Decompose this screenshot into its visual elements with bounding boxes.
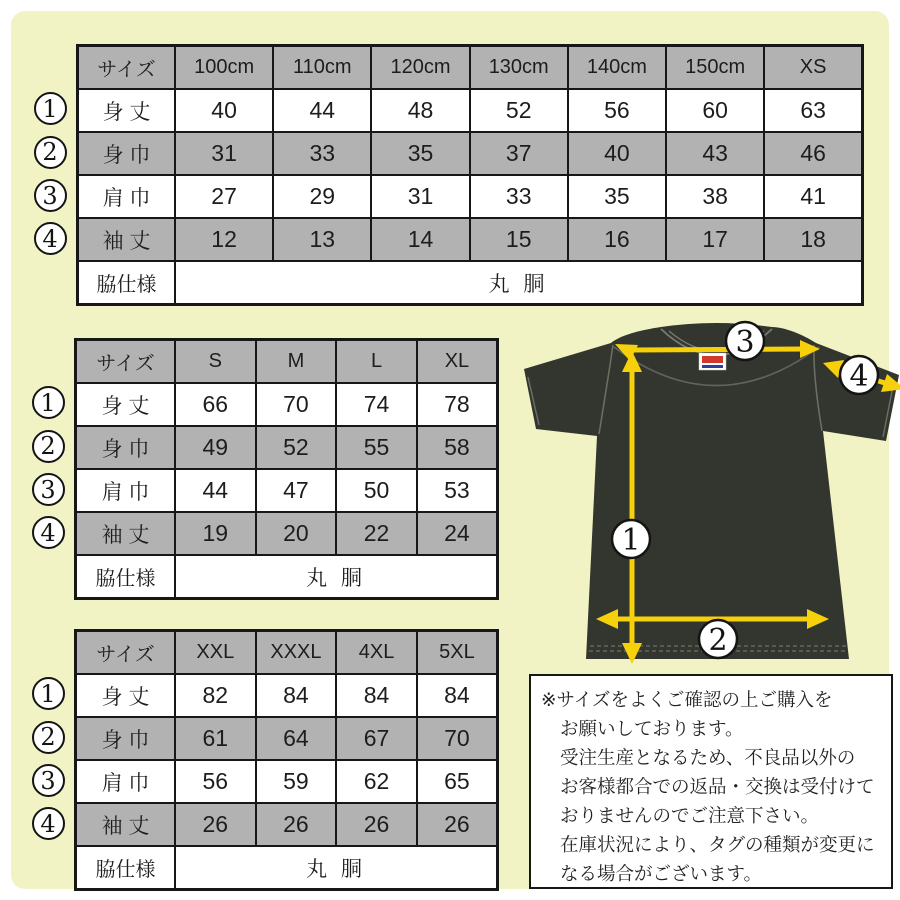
size-value-cell: 40 bbox=[568, 132, 666, 175]
size-value-cell: 26 bbox=[175, 803, 256, 846]
size-value-cell: 38 bbox=[666, 175, 764, 218]
row-label: 身 丈 bbox=[78, 89, 176, 132]
marker-slot bbox=[22, 381, 74, 424]
size-header-label: サイズ bbox=[76, 340, 176, 384]
size-value-cell: 14 bbox=[371, 218, 469, 261]
size-value-cell: 27 bbox=[175, 175, 273, 218]
size-value-cell: 53 bbox=[417, 469, 498, 512]
size-value-cell: 26 bbox=[336, 803, 417, 846]
table-row-2 bbox=[76, 426, 498, 469]
note-line: なる場合がございます。 bbox=[560, 863, 763, 884]
size-header-5XL: 5XL bbox=[417, 631, 498, 675]
size-value-cell: 24 bbox=[417, 512, 498, 555]
row-label: 袖 丈 bbox=[78, 218, 176, 261]
note-line: 受注生産となるため、不良品以外の bbox=[560, 747, 856, 768]
footer-label: 脇仕様 bbox=[76, 846, 176, 890]
size-header-label: サイズ bbox=[78, 46, 176, 90]
size-value-cell: 49 bbox=[175, 426, 256, 469]
note-line: お願いしております。 bbox=[560, 718, 744, 739]
size-table-group-kids bbox=[24, 44, 864, 306]
table-footer-row bbox=[76, 555, 498, 599]
row-label: 身 丈 bbox=[76, 674, 176, 717]
marker-slot bbox=[22, 468, 74, 511]
svg-text:2: 2 bbox=[708, 623, 728, 658]
table-row-4 bbox=[76, 512, 498, 555]
row-label: 身 巾 bbox=[78, 132, 176, 175]
size-value-cell: 70 bbox=[417, 717, 498, 760]
table-footer-row bbox=[78, 261, 863, 305]
note-line: ※サイズをよくご確認の上ご購入を bbox=[541, 689, 833, 710]
marker-slot bbox=[24, 174, 76, 217]
size-header-XXL: XXL bbox=[175, 631, 256, 675]
marker-slot bbox=[22, 555, 74, 598]
footer-value: 丸 胴 bbox=[175, 261, 863, 305]
marker-3-icon bbox=[726, 322, 764, 360]
size-table-group-s-xl bbox=[22, 338, 499, 600]
size-value-cell: 56 bbox=[568, 89, 666, 132]
marker-slot bbox=[24, 261, 76, 304]
size-value-cell: 55 bbox=[336, 426, 417, 469]
row-label: 袖 丈 bbox=[76, 803, 176, 846]
size-value-cell: 46 bbox=[764, 132, 862, 175]
size-value-cell: 33 bbox=[470, 175, 568, 218]
table-row-3 bbox=[76, 760, 498, 803]
footer-value: 丸 胴 bbox=[175, 555, 498, 599]
size-value-cell: 67 bbox=[336, 717, 417, 760]
size-value-cell: 18 bbox=[764, 218, 862, 261]
table-row-3 bbox=[78, 175, 863, 218]
svg-text:3: 3 bbox=[735, 325, 755, 360]
marker-slot bbox=[24, 87, 76, 130]
size-header-XXXL: XXXL bbox=[256, 631, 337, 675]
row-marker-4-icon: 4 bbox=[34, 222, 67, 255]
size-value-cell: 20 bbox=[256, 512, 337, 555]
marker-slot bbox=[22, 716, 74, 759]
row-marker-2-icon: 2 bbox=[34, 136, 67, 169]
size-header-S: S bbox=[175, 340, 256, 384]
brand-tag bbox=[699, 353, 726, 370]
marker-slot bbox=[24, 217, 76, 260]
marker-4-icon bbox=[840, 356, 878, 394]
size-header-XS: XS bbox=[764, 46, 862, 90]
marker-slot bbox=[22, 802, 74, 845]
size-table-xxl-5xl bbox=[74, 629, 499, 891]
row-marker-3-icon: 3 bbox=[32, 473, 65, 506]
marker-slot bbox=[24, 44, 76, 87]
size-header-100cm: 100cm bbox=[175, 46, 273, 90]
note-line: 在庫状況により、タグの種類が変更に bbox=[560, 834, 875, 855]
size-value-cell: 78 bbox=[417, 383, 498, 426]
size-value-cell: 66 bbox=[175, 383, 256, 426]
size-header-4XL: 4XL bbox=[336, 631, 417, 675]
size-value-cell: 29 bbox=[273, 175, 371, 218]
marker-slot bbox=[22, 846, 74, 889]
svg-text:4: 4 bbox=[849, 359, 869, 394]
row-markers bbox=[22, 629, 74, 889]
size-value-cell: 31 bbox=[175, 132, 273, 175]
size-value-cell: 65 bbox=[417, 760, 498, 803]
row-marker-1-icon: 1 bbox=[34, 92, 67, 125]
marker-1-icon bbox=[612, 520, 650, 558]
marker-slot bbox=[22, 672, 74, 715]
size-value-cell: 44 bbox=[175, 469, 256, 512]
size-value-cell: 44 bbox=[273, 89, 371, 132]
marker-slot bbox=[22, 759, 74, 802]
row-marker-4-icon: 4 bbox=[32, 516, 65, 549]
size-value-cell: 22 bbox=[336, 512, 417, 555]
purchase-notes-box bbox=[529, 674, 893, 889]
table-row-3 bbox=[76, 469, 498, 512]
marker-2-icon bbox=[699, 620, 737, 658]
svg-text:1: 1 bbox=[621, 523, 641, 558]
size-header-L: L bbox=[336, 340, 417, 384]
footer-label: 脇仕様 bbox=[76, 555, 176, 599]
size-header-M: M bbox=[256, 340, 337, 384]
size-value-cell: 47 bbox=[256, 469, 337, 512]
footer-value: 丸 胴 bbox=[175, 846, 498, 890]
row-label: 身 巾 bbox=[76, 717, 176, 760]
size-header-label: サイズ bbox=[76, 631, 176, 675]
size-value-cell: 84 bbox=[336, 674, 417, 717]
tshirt-illustration bbox=[514, 319, 900, 667]
row-marker-3-icon: 3 bbox=[32, 764, 65, 797]
size-value-cell: 52 bbox=[470, 89, 568, 132]
table-row-1 bbox=[78, 89, 863, 132]
size-value-cell: 41 bbox=[764, 175, 862, 218]
size-value-cell: 62 bbox=[336, 760, 417, 803]
size-value-cell: 17 bbox=[666, 218, 764, 261]
marker-slot bbox=[22, 511, 74, 554]
row-label: 肩 巾 bbox=[76, 469, 176, 512]
row-label: 肩 巾 bbox=[78, 175, 176, 218]
size-table-kids-xs bbox=[76, 44, 864, 306]
table-footer-row bbox=[76, 846, 498, 890]
row-marker-1-icon: 1 bbox=[32, 386, 65, 419]
size-value-cell: 33 bbox=[273, 132, 371, 175]
size-value-cell: 43 bbox=[666, 132, 764, 175]
size-table-group-xxl-5xl bbox=[22, 629, 499, 891]
note-line: お客様都合での返品・交換は受付けて bbox=[560, 776, 875, 797]
table-row-2 bbox=[78, 132, 863, 175]
size-value-cell: 59 bbox=[256, 760, 337, 803]
size-value-cell: 40 bbox=[175, 89, 273, 132]
size-value-cell: 37 bbox=[470, 132, 568, 175]
size-value-cell: 16 bbox=[568, 218, 666, 261]
table-row-4 bbox=[76, 803, 498, 846]
size-value-cell: 13 bbox=[273, 218, 371, 261]
row-label: 身 丈 bbox=[76, 383, 176, 426]
size-value-cell: 26 bbox=[256, 803, 337, 846]
note-line: おりませんのでご注意下さい。 bbox=[560, 805, 820, 826]
row-marker-2-icon: 2 bbox=[32, 721, 65, 754]
size-value-cell: 48 bbox=[371, 89, 469, 132]
size-value-cell: 61 bbox=[175, 717, 256, 760]
size-value-cell: 64 bbox=[256, 717, 337, 760]
size-header-140cm: 140cm bbox=[568, 46, 666, 90]
size-value-cell: 56 bbox=[175, 760, 256, 803]
size-value-cell: 15 bbox=[470, 218, 568, 261]
size-header-120cm: 120cm bbox=[371, 46, 469, 90]
footer-label: 脇仕様 bbox=[78, 261, 176, 305]
size-value-cell: 31 bbox=[371, 175, 469, 218]
row-label: 身 巾 bbox=[76, 426, 176, 469]
marker-slot bbox=[24, 131, 76, 174]
size-value-cell: 60 bbox=[666, 89, 764, 132]
size-chart-page bbox=[11, 11, 889, 889]
row-marker-2-icon: 2 bbox=[32, 430, 65, 463]
table-row-1 bbox=[76, 383, 498, 426]
table-row-1 bbox=[76, 674, 498, 717]
row-markers bbox=[24, 44, 76, 304]
row-marker-1-icon: 1 bbox=[32, 677, 65, 710]
size-value-cell: 58 bbox=[417, 426, 498, 469]
marker-slot bbox=[22, 425, 74, 468]
size-header-130cm: 130cm bbox=[470, 46, 568, 90]
size-value-cell: 26 bbox=[417, 803, 498, 846]
row-marker-3-icon: 3 bbox=[34, 179, 67, 212]
row-label: 袖 丈 bbox=[76, 512, 176, 555]
size-value-cell: 70 bbox=[256, 383, 337, 426]
size-value-cell: 35 bbox=[568, 175, 666, 218]
size-value-cell: 50 bbox=[336, 469, 417, 512]
size-value-cell: 82 bbox=[175, 674, 256, 717]
size-value-cell: 84 bbox=[417, 674, 498, 717]
size-value-cell: 84 bbox=[256, 674, 337, 717]
table-row-2 bbox=[76, 717, 498, 760]
tshirt-measure-diagram bbox=[514, 319, 900, 667]
size-header-XL: XL bbox=[417, 340, 498, 384]
size-value-cell: 12 bbox=[175, 218, 273, 261]
size-value-cell: 74 bbox=[336, 383, 417, 426]
size-value-cell: 35 bbox=[371, 132, 469, 175]
size-value-cell: 52 bbox=[256, 426, 337, 469]
size-table-s-xl bbox=[74, 338, 499, 600]
row-label: 肩 巾 bbox=[76, 760, 176, 803]
table-row-4 bbox=[78, 218, 863, 261]
row-markers bbox=[22, 338, 74, 598]
row-marker-4-icon: 4 bbox=[32, 807, 65, 840]
marker-slot bbox=[22, 338, 74, 381]
size-header-150cm: 150cm bbox=[666, 46, 764, 90]
size-value-cell: 19 bbox=[175, 512, 256, 555]
size-header-110cm: 110cm bbox=[273, 46, 371, 90]
size-value-cell: 63 bbox=[764, 89, 862, 132]
marker-slot bbox=[22, 629, 74, 672]
